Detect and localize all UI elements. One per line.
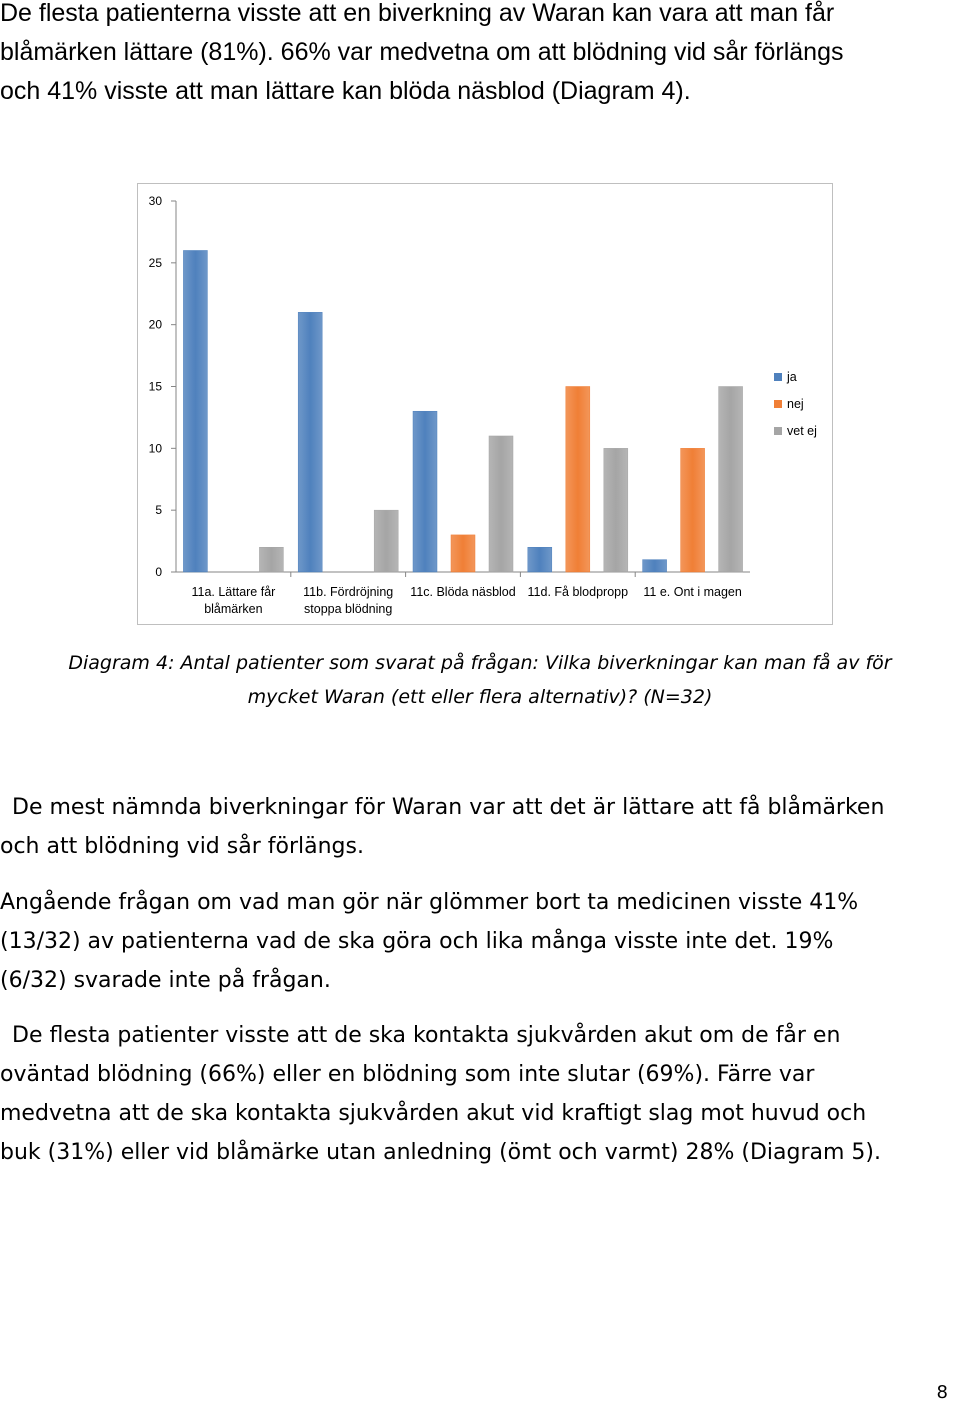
x-category-label: 11d. Få blodpropp [527,585,629,599]
y-tick-label: 15 [148,379,162,394]
y-tick-label: 5 [155,503,162,518]
intro-line: De flesta patienterna visste att en biverkning av Waran kan vara att man får [0,0,835,27]
bar-vet-ej [374,510,398,572]
x-category-label: 11a. Lättare får [191,585,276,599]
legend-label: vet ej [787,424,817,438]
paragraph-line: buk (31%) eller vid blåmärke utan anledning (ömt och varmt) 28% (Diagram 5). [0,1140,881,1165]
paragraph-contact-care [0,1016,960,1172]
y-tick-label: 25 [148,255,162,270]
bar-nej [451,535,475,572]
legend-swatch-nej [774,400,782,408]
legend-swatch-vet-ej [774,427,782,435]
paragraph-forgotten-dose [0,883,960,1000]
y-tick-label: 0 [155,565,162,579]
paragraph-line: (13/32) av patienterna vad de ska göra och lika många visste inte det. 19% [0,929,834,954]
x-category-label: 11b. Fördröjning [303,585,394,599]
paragraph-line: De flesta patienter visste att de ska kontakta sjukvården akut om de får en [12,1023,841,1048]
bar-ja [528,547,552,572]
bar-vet-ej [604,448,628,572]
paragraph-line: De mest nämnda biverkningar för Waran var att det är lättare att få blåmärken [12,795,885,820]
bar-vet-ej [719,387,743,573]
chart-svg [138,184,834,626]
legend-swatch-ja [774,373,782,381]
bar-nej [566,387,590,573]
intro-line: och 41% visste att man lättare kan blöda näsblod (Diagram 4). [0,77,691,105]
y-tick-label: 20 [148,317,162,332]
paragraph-side-effects [0,788,960,866]
bar-chart [137,183,833,625]
x-category-label: blåmärken [204,602,263,616]
paragraph-line: medvetna att de ska kontakta sjukvården akut vid kraftigt slag mot huvud och [0,1101,867,1126]
y-tick-label: 30 [148,194,162,208]
legend-label: nej [787,397,804,411]
bar-ja [298,312,322,572]
y-tick-label: 10 [148,441,162,456]
diagram-caption [0,646,960,714]
x-category-label: stoppa blödning [304,602,393,616]
bar-vet-ej [259,547,283,572]
bar-ja [413,411,437,572]
legend-label: ja [787,370,797,384]
bar-ja [183,250,207,572]
bar-nej [681,448,705,572]
bar-ja [643,560,667,572]
paragraph-line: Angående frågan om vad man gör när glömmer bort ta medicinen visste 41% [0,890,859,915]
caption-line: mycket Waran (ett eller flera alternativ)? (N=32) [247,686,713,708]
caption-line: Diagram 4: Antal patienter som svarat på frågan: Vilka biverkningar kan man få av för [68,652,892,674]
page-number: 8 [936,1382,948,1403]
x-category-label: 11c. Blöda näsblod [410,585,516,599]
intro-line: blåmärken lättare (81%). 66% var medvetna om att blödning vid sår förlängs [0,38,844,66]
paragraph-line: oväntad blödning (66%) eller en blödning som inte slutar (69%). Färre var [0,1062,815,1087]
bar-vet-ej [489,436,513,572]
paragraph-line: och att blödning vid sår förlängs. [0,834,364,859]
intro-paragraph [0,0,950,111]
paragraph-line: (6/32) svarade inte på frågan. [0,968,331,993]
x-category-label: 11 e. Ont i magen [643,585,742,599]
